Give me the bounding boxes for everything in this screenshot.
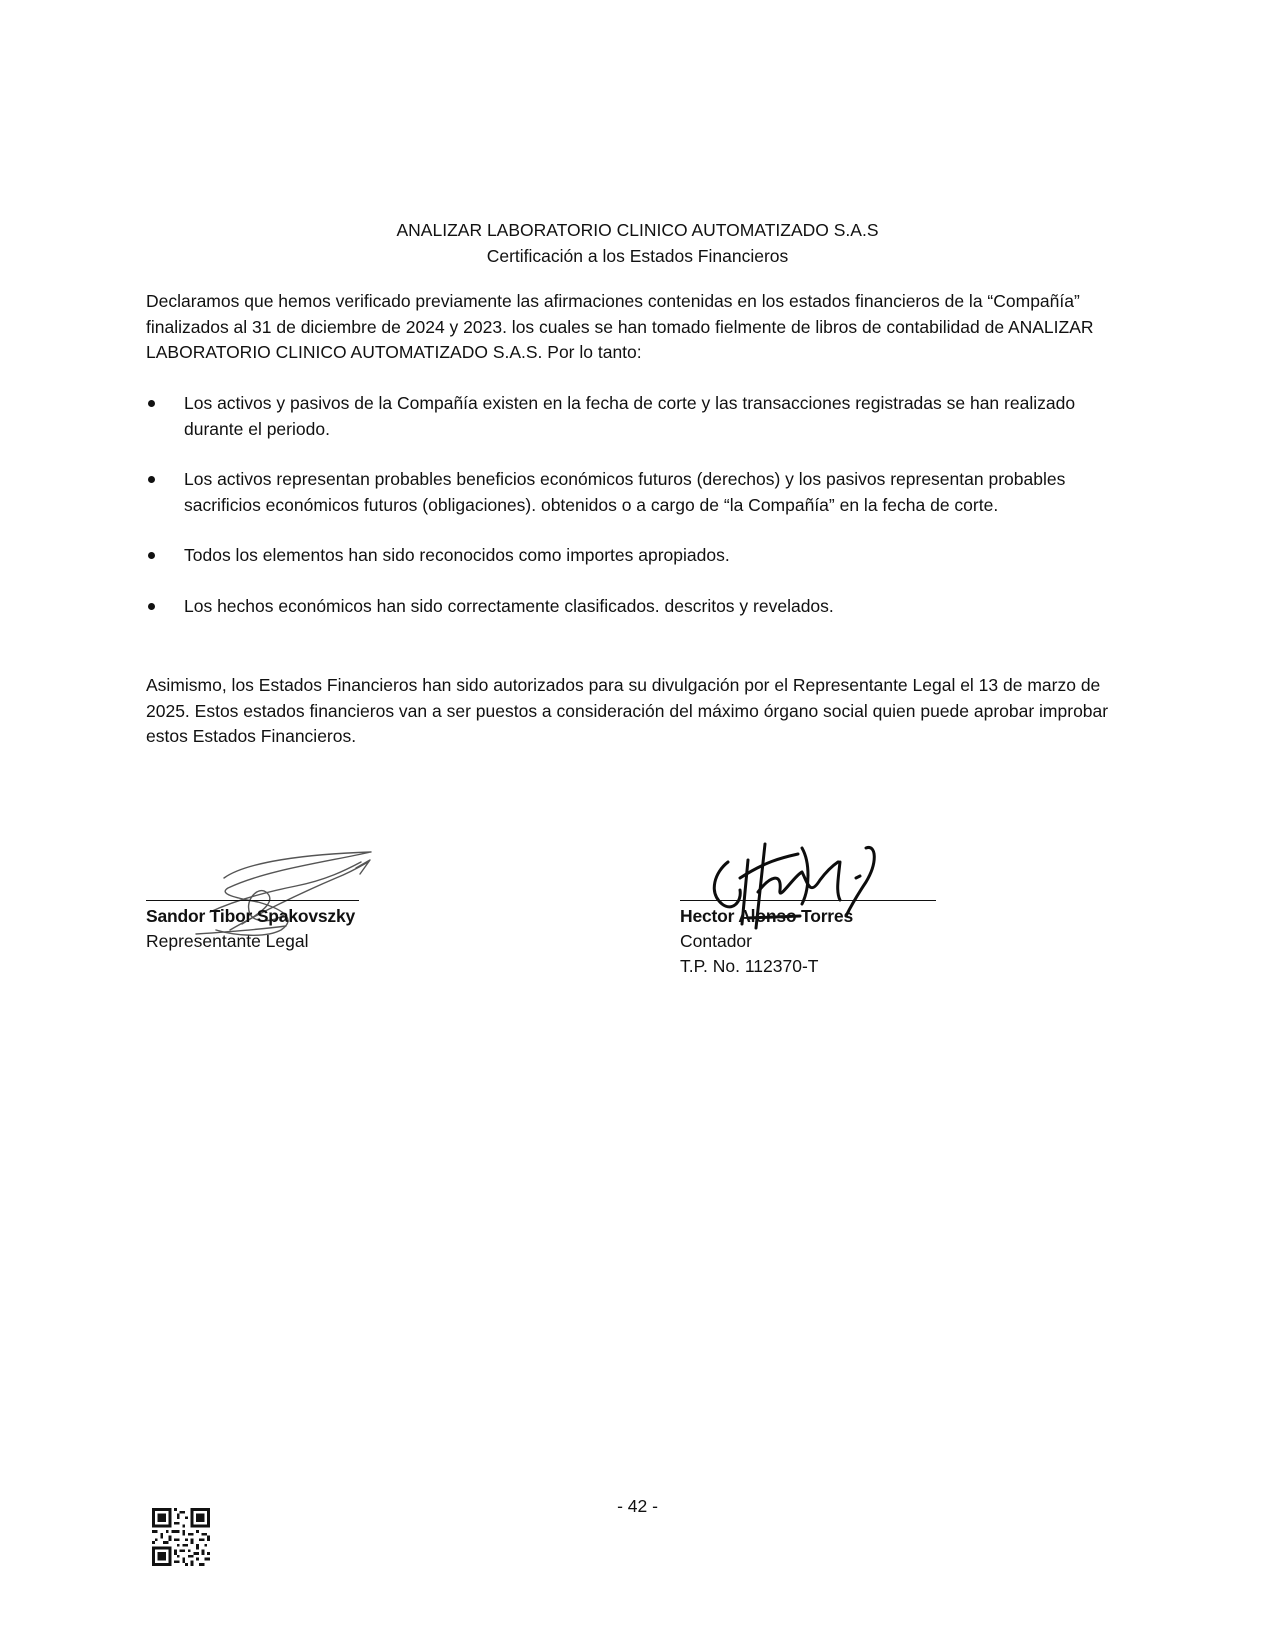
page-number: - 42 -: [617, 1496, 658, 1516]
bullet-icon: [148, 476, 155, 483]
list-item: [146, 594, 1136, 620]
list-item: [146, 543, 1136, 569]
list-item-text: Los hechos económicos han sido correctamente clasificados. descritos y revelados.: [184, 595, 834, 616]
signer-role: Representante Legal: [146, 931, 309, 951]
document-header: [0, 217, 1275, 269]
signature-block-legal-representative: [146, 840, 446, 1020]
professional-card-number: T.P. No. 112370-T: [680, 956, 819, 976]
signer-role: Contador: [680, 931, 752, 951]
list-item-text: Los activos y pasivos de la Compañía existen en la fecha de corte y las transacciones registradas se han realizado durante el periodo.: [184, 393, 1076, 439]
signature-block-accountant: [680, 840, 980, 1040]
signature-line: [680, 900, 936, 901]
signature-line: [146, 900, 359, 901]
list-item: [146, 391, 1136, 442]
bullet-icon: [148, 400, 155, 407]
declarations-list: [146, 391, 1136, 644]
list-item-text: Los activos representan probables beneficios económicos futuros (derechos) y los pasivos representan probables sacrificios económicos futuros (obligaciones). obtenidos o a cargo de “la Compañía” en la fecha de corte.: [184, 469, 1066, 515]
document-title: Certificación a los Estados Financieros: [486, 246, 789, 266]
intro-paragraph: Declaramos que hemos verificado previamente las afirmaciones contenidas en los estados financieros de la “Compañía” finalizados al 31 de diciembre de 2024 y 2023. los cuales se han tomado fielmente de libros de contabilidad de ANALIZAR LABORATORIO CLINICO AUTOMATIZADO S.A.S. Por lo tanto:: [146, 291, 1094, 362]
bullet-icon: [148, 603, 155, 610]
list-item: [146, 467, 1136, 518]
company-name: ANALIZAR LABORATORIO CLINICO AUTOMATIZADO S.A.S: [396, 220, 879, 240]
list-item-text: Todos los elementos han sido reconocidos como importes apropiados.: [184, 545, 730, 565]
signer-name: Hector Alonso Torres: [680, 906, 853, 926]
bullet-icon: [148, 552, 155, 559]
closing-paragraph: Asimismo, los Estados Financieros han sido autorizados para su divulgación por el Representante Legal el 13 de marzo de 2025. Estos estados financieros van a ser puestos a consideración del máximo órgano social quien puede aprobar improbar estos Estados Financieros.: [146, 675, 1109, 746]
signer-name: Sandor Tibor Spakovszky: [146, 906, 356, 926]
qr-code-icon: [152, 1508, 210, 1566]
